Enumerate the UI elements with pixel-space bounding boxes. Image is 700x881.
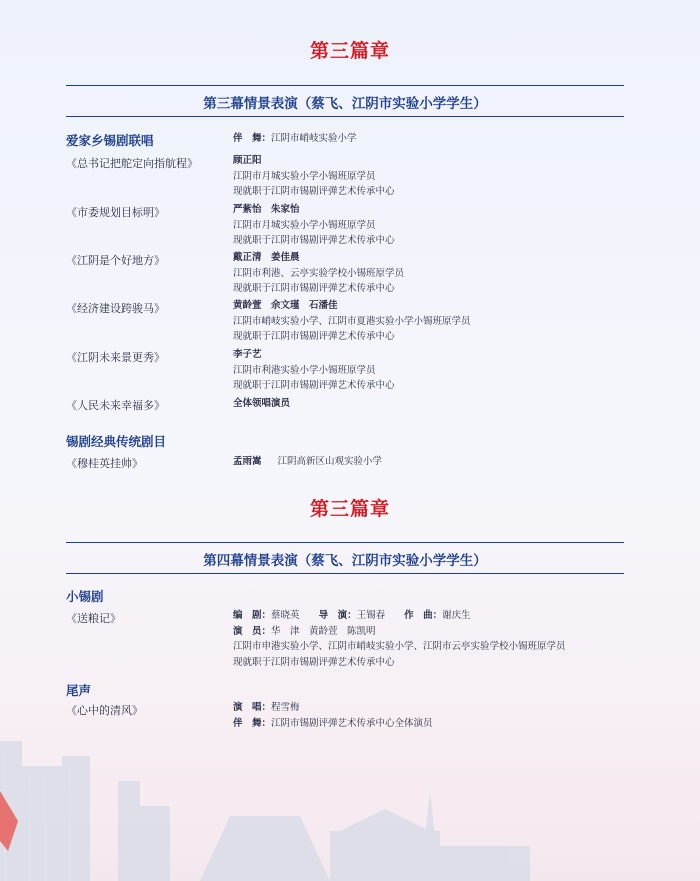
credit-role: 伴 舞： xyxy=(233,717,272,729)
section-heading: 爱家乡锡剧联唱 xyxy=(66,133,154,148)
section-heading: 小锡剧 xyxy=(66,589,104,604)
credit-role: 编 剧： xyxy=(233,610,272,621)
section-heading: 尾声 xyxy=(66,683,92,698)
performer-affiliation: 现就职于江阴市锡剧评弹艺术传承中心 xyxy=(233,283,395,294)
credit-value: 江阴市锡剧评弹艺术传承中心全体演员 xyxy=(271,717,433,729)
program-title: 《人民未来幸福多》 xyxy=(66,399,165,412)
credit-role: 演 员： xyxy=(233,625,272,637)
act-rule-top xyxy=(66,542,624,543)
performer-names: 黄龄萱 余文瑾 石潘佳 xyxy=(233,300,338,311)
act-rule-top xyxy=(66,85,624,86)
act-rule-bottom xyxy=(66,116,624,117)
performer-affiliation: 现就职于江阴市锡剧评弹艺术传承中心 xyxy=(233,656,395,668)
performer-affiliation: 现就职于江阴市锡剧评弹艺术传承中心 xyxy=(233,380,395,391)
program-title: 《送粮记》 xyxy=(66,612,121,625)
performer-credits xyxy=(233,202,395,249)
credit-role: 作 曲： xyxy=(404,610,443,621)
performer-affiliation: 江阴市峭岐实验小学、江阴市夏港实验小学小锡班原学员 xyxy=(233,315,471,327)
act-title: 第四幕情景表演（蔡飞、江阴市实验小学学生） xyxy=(203,553,487,569)
credit-value: 华 津 黄龄萱 陈凯明 xyxy=(271,625,376,637)
section-credit xyxy=(233,131,357,147)
performer-affiliation: 现就职于江阴市锡剧评弹艺术传承中心 xyxy=(233,235,395,246)
performer-names: 顾正阳 xyxy=(233,155,262,166)
program-title: 《穆桂英挂帅》 xyxy=(66,457,143,470)
program-title: 《市委规划目标明》 xyxy=(66,206,165,219)
credit-value: 程雪梅 xyxy=(271,702,300,713)
credit-value: 蔡晓英 xyxy=(271,610,300,621)
credit-value: 江阴市峭岐实验小学 xyxy=(271,133,357,144)
performer-credits xyxy=(233,608,566,670)
performer-names: 孟雨嵩 xyxy=(233,456,262,467)
program-title: 《经济建设跨骏马》 xyxy=(66,302,165,315)
performer-credits xyxy=(233,347,395,394)
performer-affiliation: 江阴高新区山观实验小学 xyxy=(277,456,383,467)
performer-names: 严紫怡 朱家怡 xyxy=(233,204,300,215)
credit-role: 导 演： xyxy=(318,610,357,621)
performer-affiliation: 江阴市月城实验小学小锡班原学员 xyxy=(233,219,376,231)
credit-role: 演 唱： xyxy=(233,702,272,713)
performer-affiliation: 现就职于江阴市锡剧评弹艺术传承中心 xyxy=(233,186,395,197)
performer-affiliation: 江阴市月城实验小学小锡班原学员 xyxy=(233,170,376,182)
chapter-title: 第三篇章 xyxy=(309,498,390,520)
section-heading: 锡剧经典传统剧目 xyxy=(66,434,167,449)
credit-value: 谢庆生 xyxy=(442,610,471,621)
act-rule-bottom xyxy=(66,573,624,574)
performer-affiliation: 江阴市利港、云亭实验学校小锡班原学员 xyxy=(233,267,405,279)
performer-affiliation: 江阴市利港实验小学小锡班原学员 xyxy=(233,364,376,376)
performer-credits xyxy=(233,250,404,297)
act-header xyxy=(66,542,624,574)
performer-credits xyxy=(233,298,471,345)
performer-names: 李子艺 xyxy=(233,349,262,360)
credit-value: 王锡春 xyxy=(356,610,386,621)
performer-credits xyxy=(233,153,395,200)
program-title: 《总书记把舵定向指航程》 xyxy=(66,157,198,170)
performer-affiliation: 江阴市申港实验小学、江阴市峭岐实验小学、江阴市云亭实验学校小锡班原学员 xyxy=(233,641,566,652)
chapter-title: 第三篇章 xyxy=(309,40,390,62)
city-skyline-illustration xyxy=(0,721,700,881)
performer-credits xyxy=(233,454,382,470)
performer-names: 全体领唱演员 xyxy=(233,398,291,409)
program-title: 《江阴是个好地方》 xyxy=(66,254,165,267)
program-title: 《江阴未来景更秀》 xyxy=(66,351,165,364)
performer-credits xyxy=(233,396,290,412)
act-title: 第三幕情景表演（蔡飞、江阴市实验小学学生） xyxy=(203,96,487,112)
credit-role: 伴 舞： xyxy=(233,133,272,144)
act-header xyxy=(66,85,624,117)
performer-affiliation: 现就职于江阴市锡剧评弹艺术传承中心 xyxy=(233,331,395,342)
performer-names: 戴正清 姜佳晨 xyxy=(233,252,300,263)
program-title: 《心中的清风》 xyxy=(66,704,143,717)
